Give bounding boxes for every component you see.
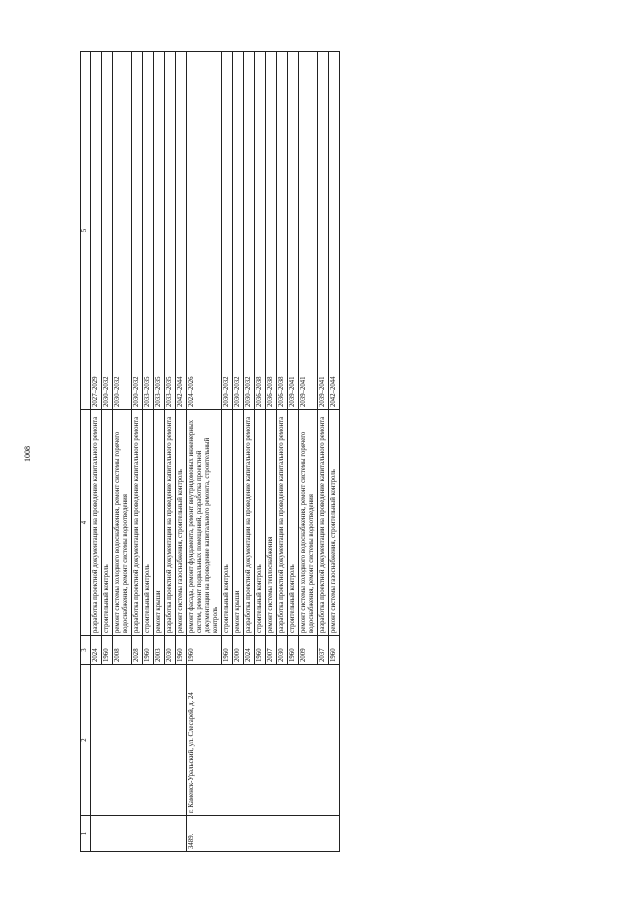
object-address [91,665,187,816]
planned-period: 2039–2041 [288,52,299,410]
install-year: 1960 [222,636,233,665]
table-body [91,52,340,852]
install-year: 1960 [176,636,187,665]
work-type: ремонт фасада, ремонт фундамента, ремонт внутридомовых инженерных систем, ремонт подвальных помещений, разработка проектной документации на проведение капитального ремонта, строительный контроль [187,410,222,636]
planned-period: 2033–2035 [154,52,165,410]
header-row [81,52,91,852]
column-header-5: 5 [81,52,91,410]
work-type: разработка проектной документации на проведение капитального ремонта [91,410,102,636]
install-year: 2009 [299,636,318,665]
work-type: строительный контроль [255,410,266,636]
work-type: разработка проектной документации на проведение капитального ремонта [244,410,255,636]
object-number: 3489. [187,816,340,852]
work-type: ремонт системы холодного водоснабжения, ремонт системы горячего водоснабжения, ремонт системы водоотведения [299,410,318,636]
install-year: 2028 [132,636,143,665]
work-type: строительный контроль [288,410,299,636]
column-header-2: 2 [81,665,91,816]
install-year: 2024 [91,636,102,665]
planned-period: 2036–2038 [266,52,277,410]
page-number: 1008 [23,446,32,462]
planned-period: 2036–2038 [277,52,288,410]
work-type: ремонт системы холодного водоснабжения, ремонт системы горячего водоснабжения, ремонт системы водоотведения [113,410,132,636]
work-type: разработка проектной документации на проведение капитального ремонта [165,410,176,636]
table-row [187,52,222,852]
planned-period: 2030–2032 [222,52,233,410]
work-type: разработка проектной документации на проведение капитального ремонта [277,410,288,636]
planned-period: 2042–2044 [329,52,340,410]
install-year: 2037 [318,636,329,665]
install-year: 1960 [102,636,113,665]
planned-period: 2027–2029 [91,52,102,410]
planned-period: 2030–2032 [233,52,244,410]
work-type: ремонт системы теплоснабжения [266,410,277,636]
object-number [91,816,187,852]
work-type: разработка проектной документации на проведение капитального ремонта [132,410,143,636]
planned-period: 2039–2041 [299,52,318,410]
install-year: 2007 [266,636,277,665]
planned-period: 2030–2032 [113,52,132,410]
work-type: строительный контроль [143,410,154,636]
planned-period: 2039–2041 [318,52,329,410]
work-type: ремонт крыши [233,410,244,636]
column-header-3: 3 [81,636,91,665]
planned-period: 2030–2032 [244,52,255,410]
work-type: ремонт системы газоснабжения, строительный контроль [176,410,187,636]
install-year: 2030 [165,636,176,665]
install-year: 1960 [187,636,222,665]
install-year: 1960 [255,636,266,665]
planned-period: 2030–2032 [102,52,113,410]
work-type: ремонт крыши [154,410,165,636]
column-header-1: 1 [81,816,91,852]
object-address: г. Каменск-Уральский, ул. Слесарей, д. 24 [187,665,340,816]
rotated-page [80,57,530,852]
table-row [91,52,102,852]
planned-period: 2024–2026 [187,52,222,410]
work-type: строительный контроль [222,410,233,636]
install-year: 2024 [244,636,255,665]
install-year: 2000 [233,636,244,665]
install-year: 1960 [288,636,299,665]
work-type: строительный контроль [102,410,113,636]
install-year: 1960 [329,636,340,665]
repair-schedule-table [80,51,340,852]
install-year: 1960 [143,636,154,665]
planned-period: 2042–2044 [176,52,187,410]
work-type: разработка проектной документации на проведение капитального ремонта [318,410,329,636]
install-year: 2030 [277,636,288,665]
install-year: 2008 [113,636,132,665]
column-header-4: 4 [81,410,91,636]
planned-period: 2033–2035 [143,52,154,410]
install-year: 2003 [154,636,165,665]
planned-period: 2030–2032 [132,52,143,410]
planned-period: 2036–2038 [255,52,266,410]
planned-period: 2033–2035 [165,52,176,410]
work-type: ремонт системы газоснабжения, строительный контроль [329,410,340,636]
